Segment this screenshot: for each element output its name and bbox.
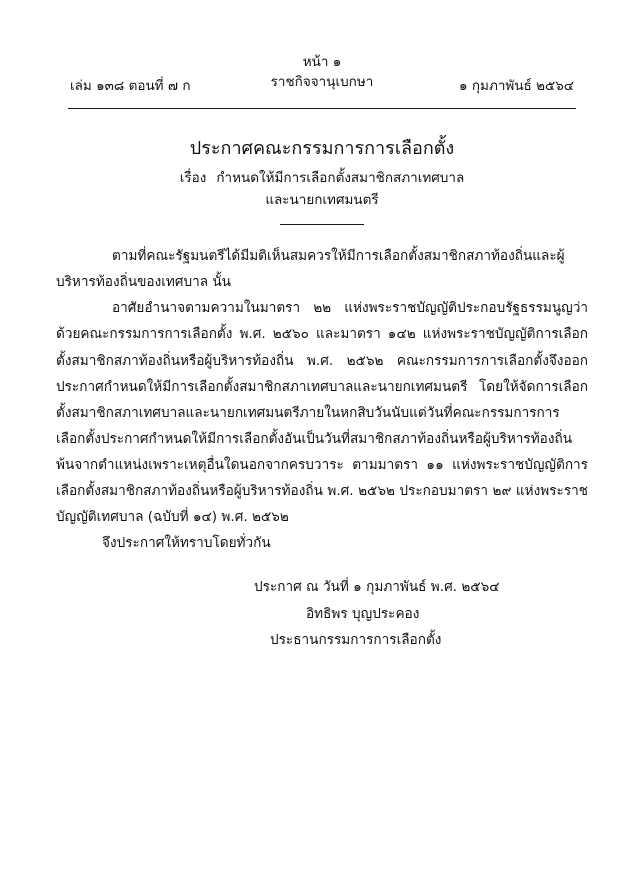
page-number-label: หน้า ๑ xyxy=(302,54,342,70)
subject-label: เรื่อง xyxy=(179,170,207,186)
subject-line-1: กำหนดให้มีการเลือกตั้งสมาชิกสภาเทศบาล xyxy=(216,170,465,186)
paragraph-1-text: ตามที่คณะรัฐมนตรีได้มีมติเห็นสมควรให้มีการเลือกตั้งสมาชิกสภาท้องถิ่นและผู้บริหารท้องถิ่นของเทศบาล นั้น xyxy=(56,248,565,291)
header-divider xyxy=(68,108,576,109)
paragraph-2 xyxy=(56,295,588,530)
paragraph-3-text: จึงประกาศให้ทราบโดยทั่วกัน xyxy=(102,535,271,552)
document-title: ประกาศคณะกรรมการการเลือกตั้ง xyxy=(189,138,455,159)
paragraph-2-text: อาศัยอำนาจตามความในมาตรา ๒๒ แห่งพระราชบัญญัติประกอบรัฐธรรมนูญว่าด้วยคณะกรรมการการเลือกตั้ง พ.ศ. ๒๕๖๐ และมาตรา ๑๔๒ แห่งพระราชบัญญัติการเลือกตั้งสมาชิกสภาท้องถิ่นหรือผู้บริหารท้องถิ่น พ.ศ. ๒๕๖๒ คณะกรรมการการเลือกตั้งจึงออกประกาศกำหนดให้มีการเลือกตั้งสมาชิกสภาเทศบาลและนายกเทศมนตรี โดยให้จัดการเลือกตั้งสมาชิกสภาเทศบาลและนายกเทศมนตรีภายในหกสิบวันนับแต่วันที่คณะกรรมการการเลือกตั้งประกาศกำหนดให้มีการเลือกตั้งอันเป็นวันที่สมาชิกสภาท้องถิ่นหรือผู้บริหารท้องถิ่นพ้นจากตำแหน่งเพราะเหตุอื่นใดนอกจากครบวาระ ตามมาตรา ๑๑ แห่งพระราชบัญญัติการเลือกตั้งสมาชิกสภาท้องถิ่นหรือผู้บริหารท้องถิ่น พ.ศ. ๒๕๖๒ ประกอบมาตรา ๒๙ แห่งพระราชบัญญัติเทศบาล (ฉบับที่ ๑๔) พ.ศ. ๒๕๖๒ xyxy=(56,300,588,526)
paragraph-3 xyxy=(56,530,588,556)
title-divider xyxy=(280,224,364,225)
signatory-name: อิทธิพร บุญประคอง xyxy=(306,605,420,622)
document-body xyxy=(56,243,588,556)
title-block xyxy=(56,135,588,225)
subject-line-2: และนายกเทศมนตรี xyxy=(265,191,379,208)
signatory-role: ประธานกรรมการการเลือกตั้ง xyxy=(270,632,442,649)
gazette-name: ราชกิจจานุเบกษา xyxy=(270,74,374,91)
publication-date: ๑ กุมภาพันธ์ ๒๕๖๔ xyxy=(459,78,574,94)
volume-issue: เล่ม ๑๓๘ ตอนที่ ๗ ก xyxy=(70,78,191,94)
document-subject xyxy=(56,168,588,211)
signature-block xyxy=(56,574,588,654)
signature-date: ประกาศ ณ วันที่ ๑ กุมภาพันธ์ พ.ศ. ๒๕๖๔ xyxy=(254,579,500,596)
running-head xyxy=(56,52,588,106)
paragraph-1 xyxy=(56,243,588,295)
